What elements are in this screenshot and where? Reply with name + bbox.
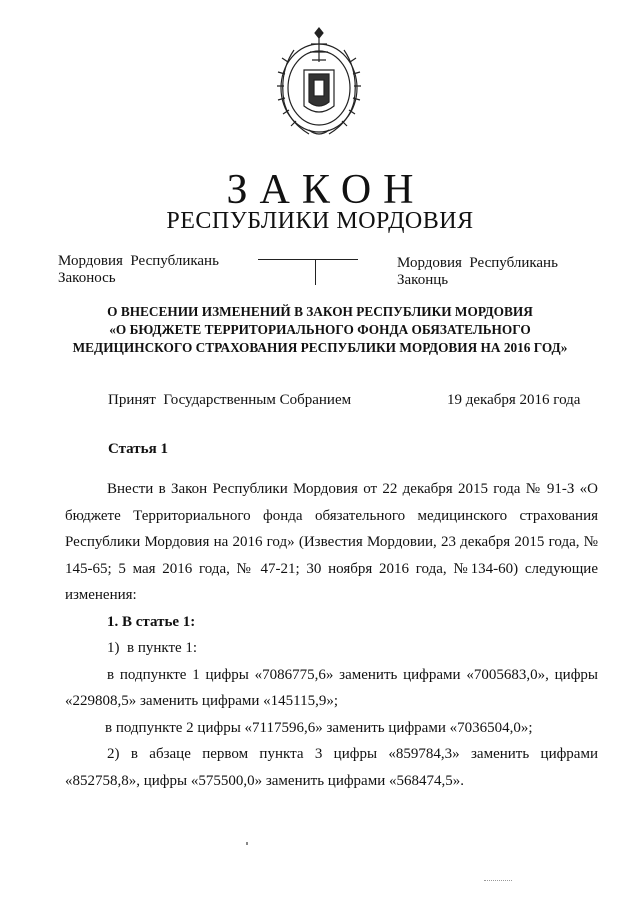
header-right-line1: Мордовия Республикань (397, 255, 558, 271)
header-divider-vertical (315, 260, 316, 285)
header-left-line2: Законось (58, 270, 116, 286)
adoption-date: 19 декабря 2016 года (447, 392, 581, 408)
article-subitem-1: 1) в пункте 1: (107, 640, 198, 656)
header-right-line2: Законць (397, 272, 449, 288)
article-item-1-text: 1. В статье 1: (107, 613, 196, 630)
article-body (65, 476, 598, 794)
header-left-block (58, 253, 219, 287)
header-divider-horizontal (258, 259, 358, 260)
article-subitem-1a: в подпункте 1 цифры «7086775,6» заменить цифрами «7005683,0», цифры «229808,5» заменить цифрами «145115,9»; (65, 666, 598, 709)
article-subitem-1b: в подпункте 2 цифры «7117596,6» заменить цифрами «7036504,0»; (105, 719, 533, 736)
adoption-text: Принят Государственным Собранием (108, 392, 352, 408)
article-item-1 (65, 609, 598, 636)
law-title: ЗАКОН (226, 167, 426, 213)
amendment-title-line1: О ВНЕСЕНИИ ИЗМЕНЕНИЙ В ЗАКОН РЕСПУБЛИКИ МОРДОВИЯ (107, 304, 533, 319)
coat-of-arms-emblem (254, 22, 384, 144)
law-subtitle: РЕСПУБЛИКИ МОРДОВИЯ (166, 208, 474, 234)
scan-speck (246, 842, 248, 845)
amendment-title-line2: «О БЮДЖЕТЕ ТЕРРИТОРИАЛЬНОГО ФОНДА ОБЯЗАТЕЛЬНОГО (109, 322, 531, 337)
header-right-block (397, 255, 558, 289)
scan-mark (484, 880, 512, 882)
article-subitem-2: 2) в абзаце первом пункта 3 цифры «859784,3» заменить цифрами «852758,8», цифры «575500,0» заменить цифрами «568474,5». (65, 746, 598, 789)
amendment-title (40, 303, 600, 357)
header-left-line1: Мордовия Республикань (58, 253, 219, 269)
amendment-title-line3: МЕДИЦИНСКОГО СТРАХОВАНИЯ РЕСПУБЛИКИ МОРДОВИЯ НА 2016 ГОД» (72, 340, 568, 355)
article-heading: Статья 1 (108, 441, 168, 457)
article-intro-paragraph: Внести в Закон Республики Мордовия от 22 декабря 2015 года № 91-З «О бюджете Территориального фонда обязательного медицинского страхования Республики Мордовия на 2016 год» (Известия Мордовии, 23 декабря 2015 года, № 145-65; 5 мая 2016 года, № 47-21; 30 ноября 2016 года, №134-60) следующие изменения: (65, 481, 598, 603)
